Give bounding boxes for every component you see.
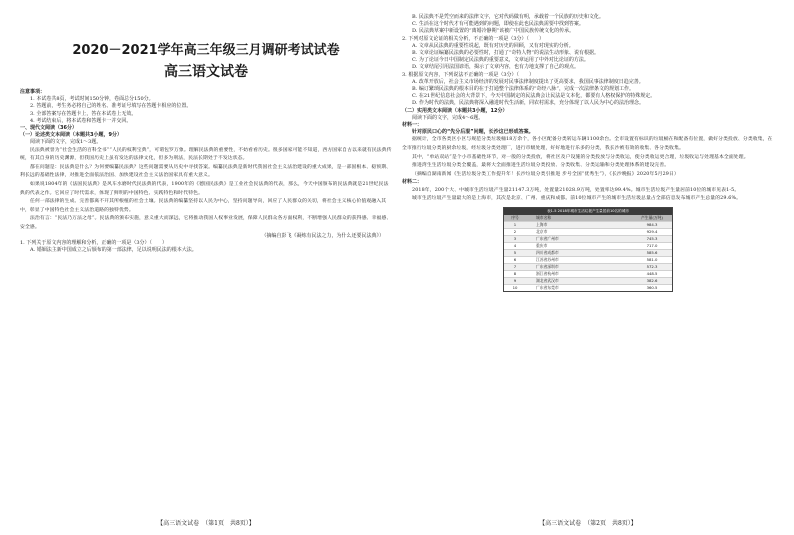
question-3: 3. 根据原文内容，下列说法不正确的一项是（3分）（ ） bbox=[402, 71, 535, 78]
table-row bbox=[504, 263, 672, 270]
table-row bbox=[504, 249, 672, 256]
page-2 bbox=[402, 0, 774, 535]
table-header-cell: 城市名称 bbox=[536, 214, 552, 220]
table-title: 表1-5 2018年城市生活垃圾产生量居前10名的城市 bbox=[504, 208, 672, 215]
page-footer: 【高三语文试卷 （第1页 共8页）】 bbox=[157, 520, 255, 527]
notice-item: 4. 考试结束后，将本试卷和答题卡一并交回。 bbox=[30, 117, 132, 124]
question-2-option: C. 为了论证今日中国制定民法典的重要意义，文章运用了中外对比论证的方法。 bbox=[412, 57, 589, 64]
page-1 bbox=[20, 0, 392, 535]
table-cell: 3 bbox=[513, 235, 517, 241]
question-1-option: B. 民法典不是凭空而来的法律文字，它对代码做有明，承载着一个民族的历史和文化。 bbox=[412, 14, 604, 20]
table-header-cell: 产生量(万吨) bbox=[641, 214, 663, 220]
part-heading: （一）论述类文本阅读（本题共3小题，9分） bbox=[20, 132, 122, 139]
table-cell: 360.5 bbox=[646, 284, 658, 290]
notice-item: 2. 答题前，考生务必将自己的姓名、准考证号填写在答题卡相应的位置。 bbox=[30, 103, 192, 110]
part-heading: （二）实用类文本阅读（本题共3小题，12分） bbox=[402, 107, 508, 114]
table-cell: 448.5 bbox=[646, 270, 658, 276]
part-instruction: 阅读下面的文字，完成4～6题。 bbox=[412, 114, 484, 121]
table-row bbox=[504, 235, 672, 242]
table-row bbox=[504, 256, 672, 263]
notice-item: 1. 本试卷共8页，考试时间150分钟，卷面总分150分。 bbox=[30, 96, 154, 103]
article-paragraph: 都在问题是：民法典是什么？为何要编纂民法典？这些问题需要从历史中寻找答案。编纂民法典是新时代我国社会主义法治建设的重大成果，是一部固根本、稳预期、利长远的基础性法律，对推进全面依法治国、加快建设社会主义法治国家具有重大意义。 bbox=[20, 164, 392, 179]
question-3-option: D. 作为时代的法典，民法典将深入融进时代生活新，同农村需求，充分体现了以人民为中心的法治理念。 bbox=[412, 100, 645, 107]
table-cell: 上海市 bbox=[536, 221, 548, 227]
article-paragraph: 如果说1804年的《法国民法典》是风车水磨时代民法典的代表，1900年的《德国民法典》是工业社会民法典的代表，那么，今天中国颁布的民法典就是21世纪民法典的代表之作。它回应了时代需求，体现了鲜明的中国特色、实践特色和时代特色。 bbox=[20, 182, 389, 196]
table-cell: 广东省深圳市 bbox=[536, 263, 559, 269]
table-cell: 382.6 bbox=[646, 277, 658, 283]
table-cell: 5 bbox=[513, 249, 517, 255]
table-cell: 北京市 bbox=[536, 228, 548, 234]
table-cell: 4 bbox=[513, 242, 517, 248]
table-row bbox=[504, 221, 672, 228]
table-cell: 湖北省武汉市 bbox=[536, 277, 559, 283]
table-cell: 6 bbox=[513, 256, 517, 262]
question-3-option: A. 改革开放后，社会主义市场经济的发展对民事法律制度提出了更高要求，我国民事法律制度日趋完善。 bbox=[412, 78, 644, 85]
article-body bbox=[20, 147, 392, 233]
article-paragraph: 任何一部法律的生成、完善都离不开其所根植的社会土壤。民法典的编纂坚持以人民为中心，坚持问题导向，回应了人民群众的关切，将社会主义核心价值观融入其中，彰显了中国特色社会主义法治道路的独特优势。 bbox=[20, 199, 387, 213]
table-row bbox=[504, 270, 672, 277]
question-3-option: C. 在21世纪信息社会的大背景下，今天中国制定的民法典会让民法是文本化，都要有人格权保护的特殊规定。 bbox=[412, 93, 656, 100]
part-instruction: 阅读下面的文字，完成1～3题。 bbox=[30, 139, 102, 146]
table-row bbox=[504, 242, 672, 249]
table-cell: 572.3 bbox=[646, 263, 658, 269]
material-1-body bbox=[402, 136, 774, 179]
question-2-option: D. 文章结尾引用法国谚语，揭示了文章内容，也有力地支撑了自己的观点。 bbox=[412, 64, 580, 71]
table-cell: 浙江省杭州市 bbox=[536, 270, 559, 276]
exam-title: 2020－2021学年高三年级三月调研考试试卷 bbox=[72, 43, 340, 58]
notice-item: 3. 全部答案写在答题卡上，答在本试卷上无效。 bbox=[30, 110, 137, 117]
table-cell: 929.4 bbox=[646, 228, 658, 234]
question-1: 1. 下列关于原文内容的理解和分析，正确的一项是（3分）（ ） bbox=[20, 239, 168, 246]
table-cell: 984.3 bbox=[646, 221, 658, 227]
table-cell: 581.0 bbox=[646, 256, 658, 262]
exam-subtitle: 高三语文试卷 bbox=[164, 64, 248, 80]
table-row bbox=[504, 284, 672, 291]
material-paragraph: 据统计，全市各类区小区与规范分类垃圾桶18万余个，各小区配备分类转运车辆1100余台。全市设置有标识的垃圾桶在和配备有位置，做好分类投放、分类收集，在全市推行垃圾分类的厨余垃圾，经垃圾分类处理厂，进行市级处理，好好地进行乐多的分类，我长沙被有效的收集、各分类收集。 bbox=[402, 137, 773, 152]
question-1-option-a: A. 婚姻法主新中国成立之后颁布的第一部法律，足以说明民法的根本大法。 bbox=[30, 246, 197, 253]
question-3-option: B. 编订繁琐民法典的根本目的在于打通整个法律体系的“奇经八脉”，完成一次法律条文的规划工作。 bbox=[412, 86, 634, 93]
material-2-heading: 材料二： bbox=[402, 179, 423, 186]
table-cell: 江苏省苏州市 bbox=[536, 256, 559, 262]
material-paragraph: （摘编自湖南新闻《生活垃圾分类工作提升年！长沙垃圾分类引推进 步号全国“优秀生”》，《长沙晚报》2020年5月29日） bbox=[412, 171, 679, 177]
table-cell: 745.3 bbox=[646, 235, 658, 241]
material-paragraph: 推进湾生生活垃圾分类全覆盖，最将大全面推进生活垃圾分类投放、分类收集、分类运输和分类处理体系的建设完善。 bbox=[412, 163, 670, 169]
table-cell: 广东省广州市 bbox=[536, 235, 559, 241]
question-2-option: A. 文章从民法典的重要性说起，既有对历史的回顾，又有对现实的分析。 bbox=[412, 42, 574, 49]
material-paragraph: 城市生活垃圾产生量最大的是上海市，其次是北京、广州、重庆和成都。前10位城市产生的城市生活垃圾总量占全部信息发布城市产生总量的29.6%。 bbox=[412, 196, 742, 202]
table-header bbox=[504, 215, 672, 221]
waste-table bbox=[503, 207, 673, 292]
table-cell: 2 bbox=[513, 228, 517, 234]
material-paragraph: 2018年，200个大、中城市生活垃圾产生量21147.3万吨，处置量21028.9万吨，处置率达99.4%。城市生活垃圾产生量居前10位的城市见表1-5。 bbox=[412, 187, 740, 193]
question-1-option: D. 民法典草案中新设置的“离婚冷静期”该被广中国民族传统文化的传承。 bbox=[412, 28, 575, 35]
table-row bbox=[504, 277, 672, 284]
question-2-option: B. 文章论证编纂民法典的必要性时，打通了“奇特人物”的说法生动形象、说有根据。 bbox=[412, 50, 599, 57]
table-header-cell: 序号 bbox=[511, 214, 519, 220]
page-footer: 【高三语文试卷 （第2页 共8页）】 bbox=[539, 520, 637, 527]
table-cell: 重庆市 bbox=[536, 242, 548, 248]
table-cell: 9 bbox=[513, 277, 517, 283]
article-paragraph: 法治有言：“民法乃万法之母”。民法典的颁布实施，意义重大而深远，它将推动我国人权事业发展，保障人民群众各方面权利，不断增强人民群众的获得感、幸福感、安全感。 bbox=[20, 216, 392, 230]
material-paragraph: 其中，“单站双站”是个小市基础性环节，对一般的分类投放，将社区及户设施的分类投放与分类收运，使分类收运更合理，垃圾收运与处理基本全面处理。 bbox=[412, 154, 749, 160]
table-body bbox=[504, 221, 672, 291]
article-paragraph: 民法典被誉为“社会生活的百科全书”“人民的权利宝典”，可谓包罗万象。理解民法典的重要性，不妨看看历史。很多国家可能不知道，西方国家自古以来就有民法典传统，有其自身的历史渊源，但我国历史上虽有发达的法律文化，但多为刑法，民法长期处于不发达状态。 bbox=[20, 147, 392, 162]
question-1-option: C. 生活在这个时代才有可能遇到的问题，即使在此也民法典需要中找到答案。 bbox=[412, 21, 584, 28]
table-cell: 1 bbox=[513, 221, 517, 227]
material-1-headline: 针对原民口心的“先分后混”问题，长沙这已形成答案。 bbox=[412, 129, 534, 136]
article-source: （摘编自彭飞《凝练有民法之力，为什么还要民法典》） bbox=[261, 232, 384, 239]
table-row bbox=[504, 228, 672, 235]
notice-heading: 注意事项： bbox=[20, 89, 46, 95]
table-cell: 7 bbox=[513, 263, 517, 269]
table-cell: 10 bbox=[512, 284, 518, 290]
material-1-heading: 材料一： bbox=[402, 122, 423, 129]
table-cell: 717.0 bbox=[646, 242, 658, 248]
table-cell: 四川省成都市 bbox=[536, 249, 559, 255]
table-cell: 广东省东莞市 bbox=[536, 284, 559, 290]
section-heading: 一、现代文阅读（36分） bbox=[20, 125, 77, 132]
question-2: 2. 下列对原文论证的相关分析，不正确的一项是（3分）（ ） bbox=[402, 35, 545, 42]
table-cell: 8 bbox=[513, 270, 517, 276]
table-cell: 585.6 bbox=[646, 249, 658, 255]
